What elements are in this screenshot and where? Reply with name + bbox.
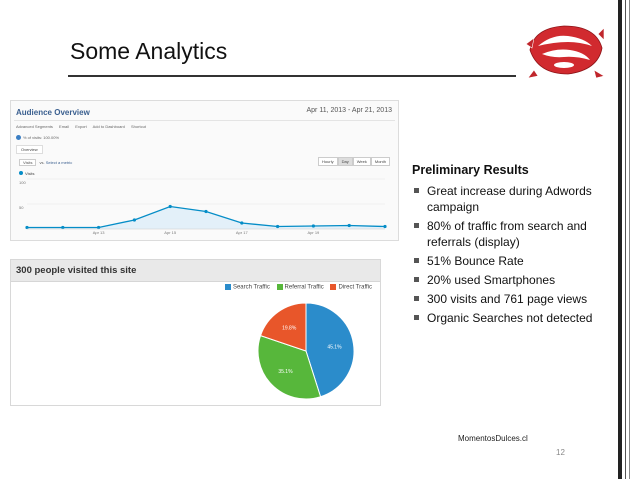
title-underline (68, 75, 516, 77)
visits-point[interactable] (348, 224, 351, 227)
pie-legend (220, 284, 372, 291)
segment-label: % of visits: 100.00% (23, 135, 60, 140)
visits-point[interactable] (61, 226, 64, 229)
legend-swatch-referral (277, 284, 283, 290)
granularity-day[interactable]: Day (338, 157, 353, 166)
tab-overview[interactable]: Overview (16, 145, 43, 154)
visits-point[interactable] (276, 225, 279, 228)
menu-export[interactable]: Export (75, 124, 87, 129)
legend-direct-label: Direct Traffic (338, 284, 372, 291)
border-line-thick (618, 0, 622, 479)
visits-point[interactable] (204, 210, 207, 213)
segment-dot-icon (16, 135, 21, 140)
x-tick-label: Apr 15 (164, 230, 177, 235)
traffic-pie-chart (11, 260, 382, 407)
legend-search-label: Search Traffic (232, 284, 270, 291)
y-tick-label: 100 (19, 180, 26, 185)
result-item: 51% Bounce Rate (412, 253, 612, 269)
legend-visits: Visits (25, 171, 35, 176)
right-border-decoration (612, 0, 638, 479)
x-tick-label: Apr 17 (235, 230, 248, 235)
pie-slice-label: 35.1% (278, 369, 293, 376)
legend-direct-traffic (330, 284, 372, 291)
analytics-divider (14, 120, 395, 121)
visits-point[interactable] (97, 226, 100, 229)
border-line-thin (625, 0, 626, 479)
metric-controls (19, 159, 72, 166)
pie-slice-label: 45.1% (327, 344, 342, 351)
segment-indicator (16, 135, 59, 140)
results-list (412, 162, 612, 329)
visits-point[interactable] (312, 224, 315, 227)
granularity-selector (318, 157, 390, 166)
results-heading: Preliminary Results (412, 163, 529, 177)
pie-panel-title: 300 people visited this site (16, 265, 137, 276)
visits-point[interactable] (133, 218, 136, 221)
border-line-thin-outer (629, 0, 630, 479)
legend-swatch-direct (330, 284, 336, 290)
granularity-hourly[interactable]: Hourly (318, 157, 338, 166)
metric-select[interactable]: Visits (19, 159, 36, 166)
pie-panel (10, 259, 381, 406)
pie-slice-label: 19.8% (282, 325, 297, 332)
date-range[interactable]: Apr 11, 2013 - Apr 21, 2013 (306, 107, 392, 114)
result-item: 80% of traffic from search and referrals (display) (412, 218, 612, 250)
granularity-month[interactable]: Month (371, 157, 390, 166)
compare-label: vs. (39, 160, 45, 165)
granularity-week[interactable]: Week (353, 157, 371, 166)
footer-brand: MomentosDulces.cl (458, 434, 528, 443)
result-item: Organic Searches not detected (412, 310, 612, 326)
y-tick-label: 50 (19, 205, 24, 210)
visits-point[interactable] (169, 205, 172, 208)
analytics-menu (16, 124, 151, 129)
pie-panel-header (11, 260, 380, 282)
analytics-title: Audience Overview (16, 108, 90, 117)
menu-shortcut[interactable]: Shortcut (131, 124, 146, 129)
result-item: 20% used Smartphones (412, 272, 612, 288)
x-tick-label: Apr 13 (92, 230, 105, 235)
x-tick-label: Apr 19 (307, 230, 320, 235)
visits-point[interactable] (383, 225, 386, 228)
slide-title: Some Analytics (70, 38, 228, 64)
result-item: Great increase during Adwords campaign (412, 183, 612, 215)
visits-point[interactable] (240, 221, 243, 224)
visits-line-chart (15, 175, 395, 237)
menu-add-to-dashboard[interactable]: Add to Dashboard (92, 124, 125, 129)
select-metric-link[interactable]: Select a metric (45, 160, 73, 165)
legend-search-traffic (225, 284, 270, 291)
legend-referral-label: Referral Traffic (284, 284, 324, 291)
legend-referral-traffic (277, 284, 324, 291)
visits-point[interactable] (25, 226, 28, 229)
brand-logo (524, 20, 606, 82)
analytics-screenshot (10, 100, 399, 241)
legend-swatch-search (225, 284, 231, 290)
result-item: 300 visits and 761 page views (412, 291, 612, 307)
page-number: 12 (556, 448, 565, 457)
menu-email[interactable]: Email (59, 124, 70, 129)
menu-advanced-segments[interactable]: Advanced Segments (16, 124, 53, 129)
